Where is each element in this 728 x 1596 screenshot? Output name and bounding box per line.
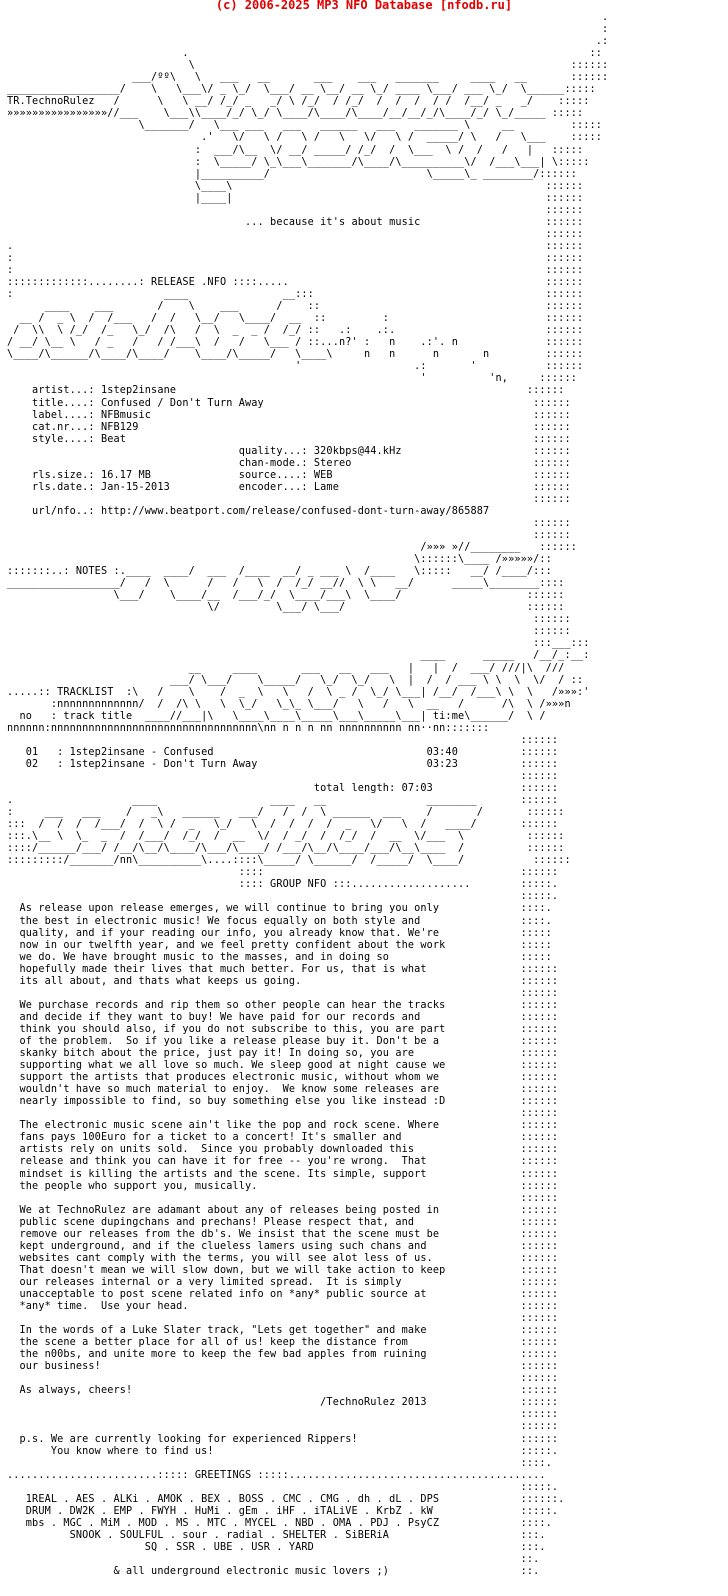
page-header-copyright: (c) 2006-2025 MP3 NFO Database [nfodb.ru]: [215, 0, 513, 12]
nfo-document: [7, 12, 723, 1578]
nfo-text: . : .: . :: \ :::::: ___/ºº\ \ ___ __ ___ ___ _______ ____ __ :::::: __________________/ \ \___\/ _ \_/ \___/ __ \__/ __ \_/ ____ \___/ ___ \_/ \______::::: TR.TechnoRulez / \ \ __/ /_/ _ _/ \ /_/ / /_/ / / / / / /__/ _ _/ ::::: »»»»»»»»»»»»»»»»//___ \___\\____/_/ \_/ \____/\____/\____/__/__/_/\____/_/ \_/_____ ::::: \_______/ \___ ___ ___ ______ ___ _______ \ __ ::::: .' \/ \ / \ / \ \/ \ / _____/ \ / \___ ::::: : ___/\__ \/ __/ _____/ /_/ / \___ \ / / / | ::::: : \_____/ \_\___\_______/\____/\__________\/ /___\___| \::::: |__________/ \_____\_ ________/:::::: \____\ :::::: |____| :::::: :::::: ... because it's about music :::::: :::::: . :::::: : :::::: : :::::: :::::::::::::........: RELEASE .NFO ::::..... :::::: : ____ __::: :::::: ____ ___ / \ ___ / :: :::::: __ / _ \ / /___ / / \__/ \____/ __ :: : :::::: / \\ \ /_/ /_ \_/ /\ / \ _ _ / /_/ :: .: .:. :::::: / __/ \__ \ / _ / / /___\ / / \___ / ::...n?' : n .:'. n :::::: \____/\______/\____/\____/ \____/\_____/ \____\ n n n n :::::: ' .: ' :::::: ' 'n, :::::: artist...: 1step2insane :::::: title....: Confused / Don't Turn Away :::::: label....: NFBmusic :::::: cat.nr...: NFB129 :::::: style....: Beat :::::: quality...: 320kbps@44.kHz :::::: chan-mode.: Stereo :::::: rls.size.: 16.17 MB source....: WEB :::::: rls.date.: Jan-15-2013 encoder...: Lame :::::: :::::: url/nfo..: http://www.beatport.com/release/confused-dont-turn-away/865887 :::::: :::::: /»»» »//________ :::::: \::::::\____ /»»»»»/:: :::::::..: NOTES :.____ ____/ ___ /____ __/ _ ___ \ /____ \::::: __/ /____/::: __________________/ / \ / / \ / /_/ __// \ \ __/ _____\________:::: \___/ \____/__ /___/_/ \____/___\ \____/ :::::: \/ \___/ \___/ :::::: :::::: :::::: :::___::: ____ _____ /__/_:__: __ ____ ___ __ ___ | | / ___/ ///|\ /// ___/ \___/ \_____/ \_/ \_/ \ | / / ___ \ \ \ \/ / :: .....:: TRACKLIST :\ / \ / _ \ \ / \ _ / \_/ \___| /__/ /___\ \ \ /»»»:' :nnnnnnnnnnnnn/ / /\ \ \ \_/ \_\_ \___/ \ / \ __ / /\ \ /»»»n no : track title ____//___|\ \____\____\_____\___\_____\___| ti:me\______/ \ / nnnnnn:nnnnnnnnnnnnnnnnnnnnnnnnnnnnnnnnn\nn n n n nn nnnnnnnnnn nn··nn::::::: :::::: 01 : 1step2insane - Confused 03:40 :::::: 02 : 1step2insane - Don't Turn Away 03:23 :::::: :::::: total length: 07:03 :::::: . ____ ____ __ ________ :::::: : ___ ___ / _\ ______ ___/ / / \ ______ ___ / / :::::: ::: / / / /___/ / \ / _ \_/ \ / / / / _ \/ \ / ____/ :::::: :::.\__ \ \_ _ / /___/ /_/ / __ \/ / _/ / /_/ / __ \/___ \ :::::: ::::/______/___/ /__/\__/\____/\___/\____/ /___/\__/\____/___/\__\____ / :::::: :::::::::/_______/nn\__________\....::::\_____/ \______/ /_____/ \____/ :::::: :::: :::::: :::: GROUP NFO :::................... :::::. :::::. As release upon release emerges, we will continue to bring you only ::::. the best in electronic music! We focus equally on both style and ::::. quality, and if your reading our info, you already know that. We're ::::: now in our twelfth year, and we feel pretty confident about the work ::::: we do. We have brought music to the masses, and in doing so ::::: hopefully made their lives that much better. For us, that is what :::::: its all about, and thats what keeps us going. :::::: :::::: We purchase records and rip them so other people can hear the tracks :::::: and decide if they want to buy! We have paid for our records and :::::: think you should also, if you do not subscribe to this, you are part :::::: of the problem. So if you like a release please buy it. Don't be a :::::: skanky bitch about the price, just pay it! In doing so, you are :::::: supporting what we all love so much. We sleep good at night cause we :::::: support the artists that produces electronic music, without whom we :::::: wouldn't have so much material to enjoy. We know some releases are :::::: nearly impossible to find, so buy something else you like instead :D :::::: :::::: The electronic music scene ain't like the pop and rock scene. Where :::::: fans pays 100Euro for a ticket to a concert! It's smaller and :::::: artists rely on units sold. Since you probably downloaded this :::::: release and think you can have it for free -- you're wrong. That :::::: mindset is killing the artists and the scene. Its simple, support :::::: the people who support you, musically. :::::: :::::: We at TechnoRulez are adamant about any of releases being posted in :::::: public scene dupingchans and prechans! Please respect that, and :::::: remove our releases from the db's. We insist that the scene must be :::::: kept underground, and if the clueless lamers using such chans and :::::: websites cant comply with the terms, you will see alot less of us. :::::: That doesn't mean we will slow down, but we will take action to keep :::::: our releases internal or a very limited spread. It is simply :::::: unacceptable to post scene related info on *any* public source at :::::: *any* time. Use your head. :::::: :::::: In the words of a Luke Slater track, "Lets get together" and make :::::: the scene a better place for all of us! keep the distance from :::::: the n00bs, and unite more to keep the few bad apples from ruining :::::: our business! :::::: :::::: As always, cheers! :::::: /TechnoRulez 2013 :::::: :::::: :::::: p.s. We are currently looking for experienced Rippers! :::::: You know where to find us! :::::. ::::. ........................::::: GREETINGS :::::......................................... :::::. 1REAL . AES . ALKi . AMOK . BEX . BOSS . CMC . CMG . dh . dL . DPS ::::::. DRUM . DW2K . EMP . FWYH . HuMi . gEm . iHF . iTALiVE . KrbZ . kW :::::. mbs . MGC . MiM . MOD . MS . MTC . MYCEL . NBD . OMA . PDJ . PsyCZ ::::. SNOOK . SOULFUL . sour . radial . SHELTER . SiBERiA :::. SQ . SSR . UBE . USR . YARD :::. ::. & all underground electronic music lovers ;) ::.: [7, 12, 609, 1578]
